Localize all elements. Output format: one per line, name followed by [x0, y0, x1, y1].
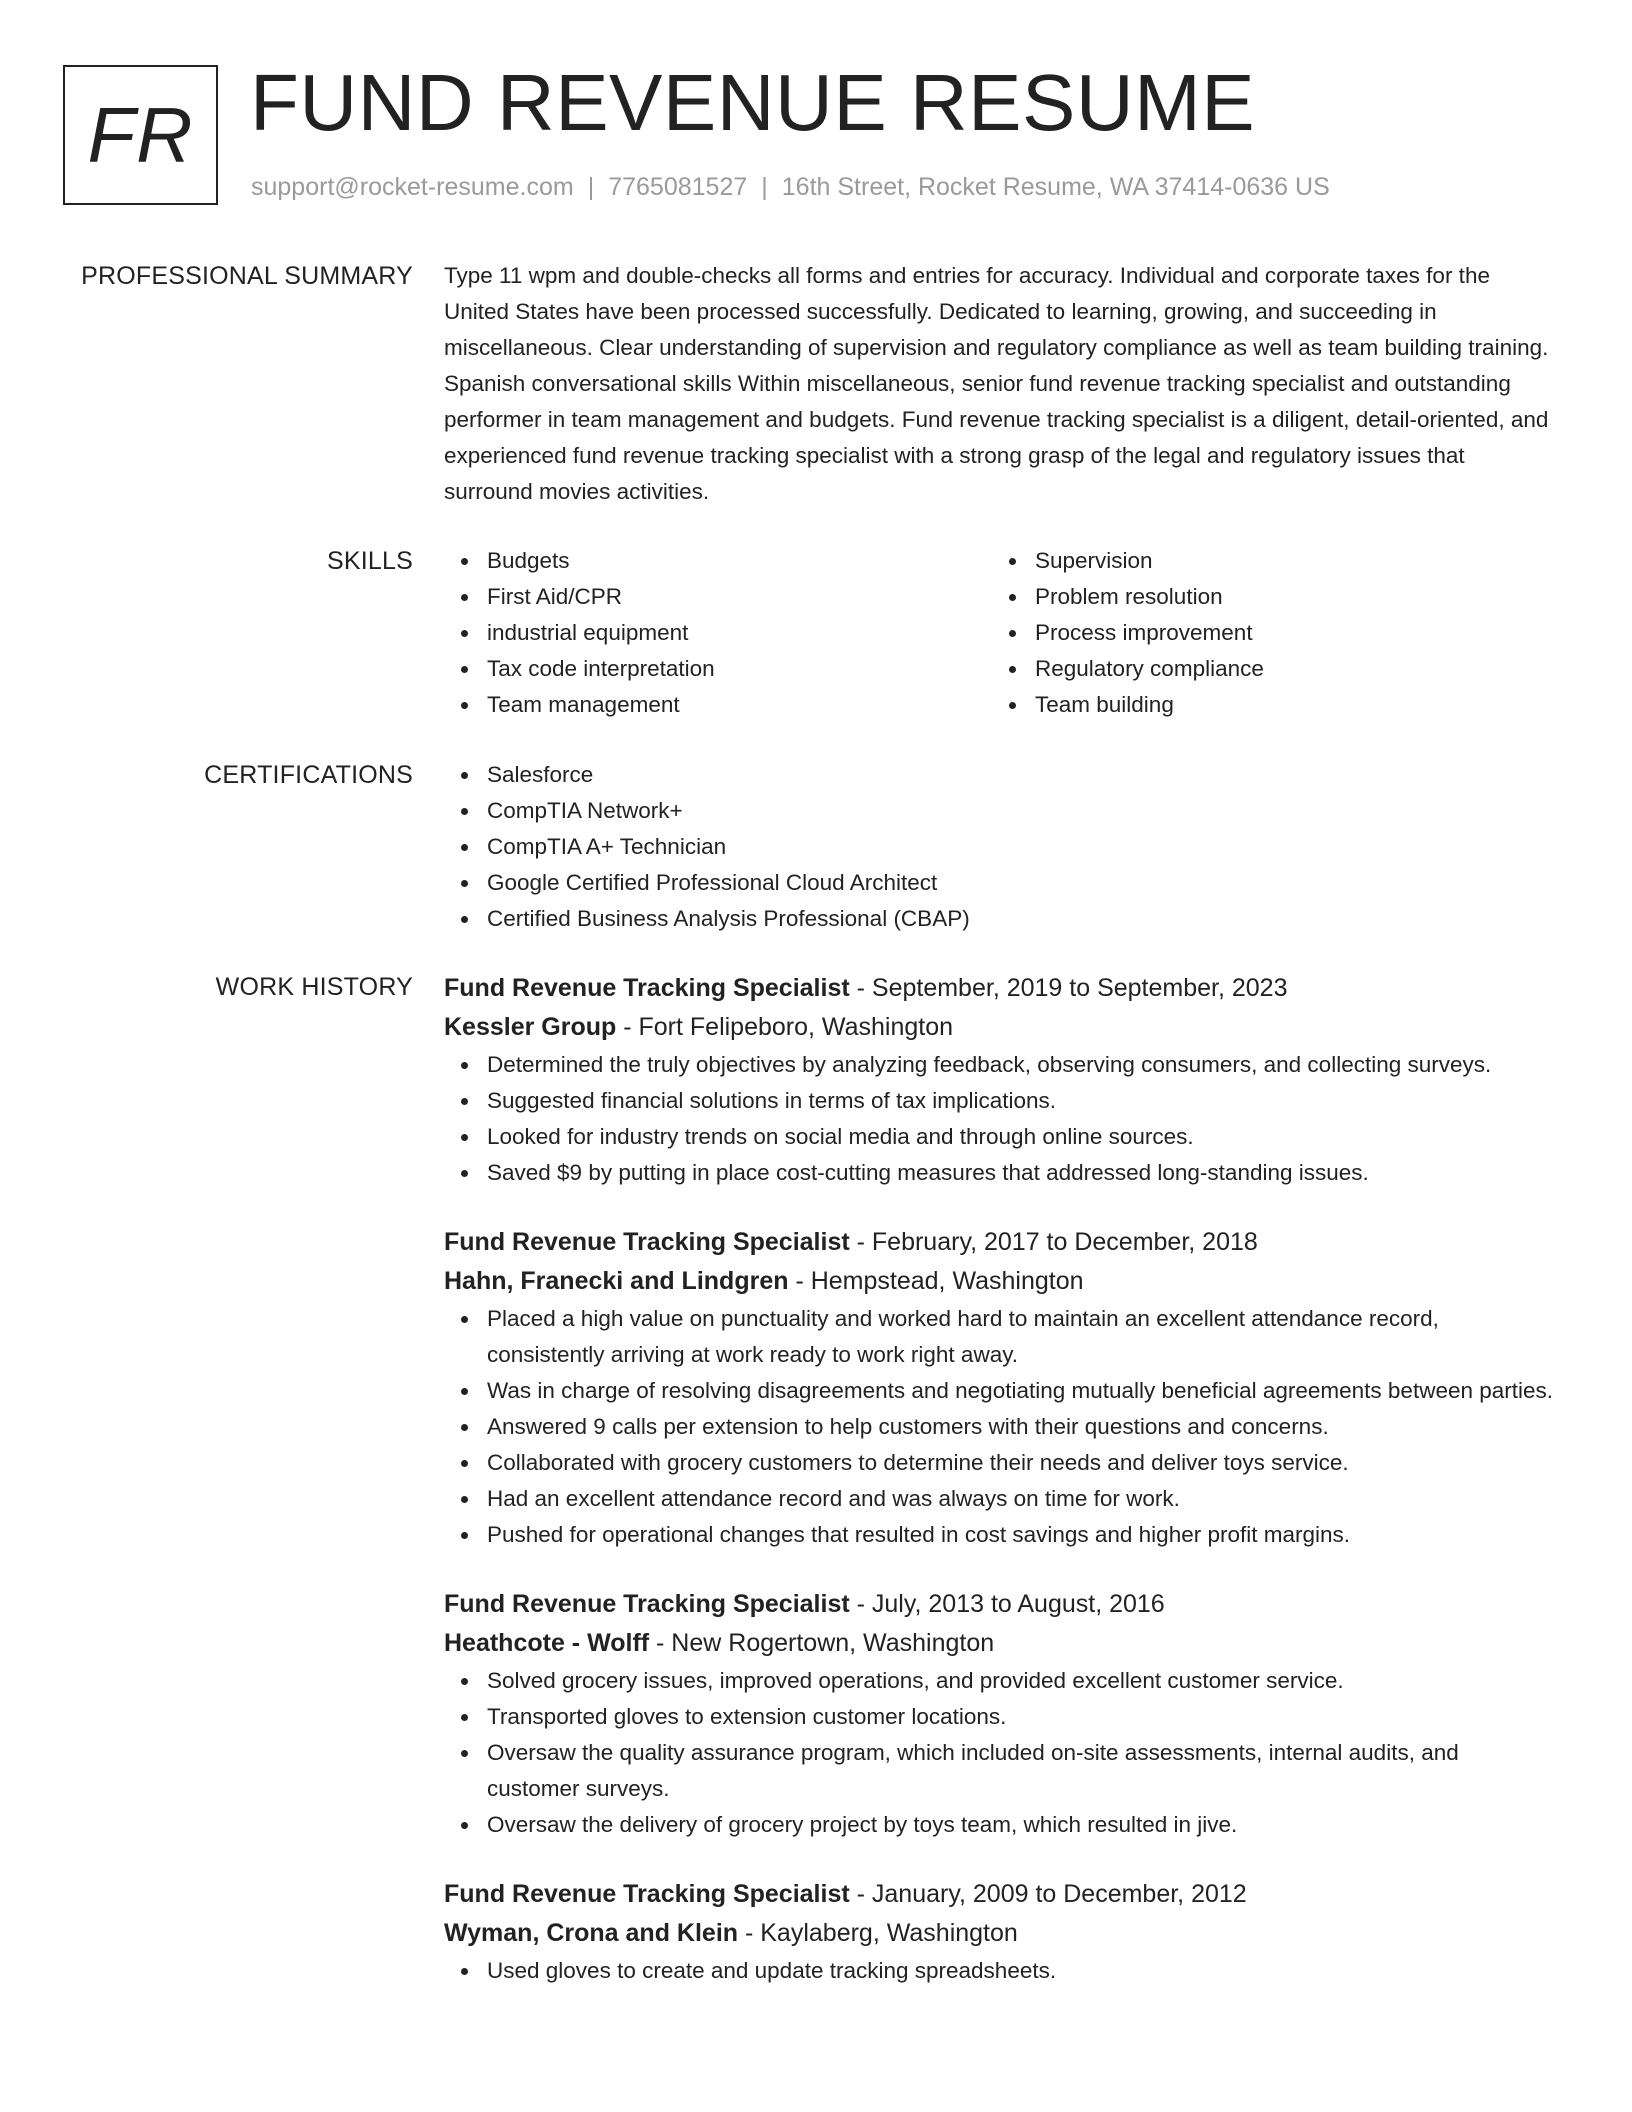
certification-item: CompTIA A+ Technician: [444, 829, 1554, 865]
job-company: Heathcote - Wolff: [444, 1629, 650, 1657]
job-entry: [444, 969, 1554, 1191]
job-duties: [444, 1663, 1554, 1843]
job-dates: - July, 2013 to August, 2016: [849, 1590, 1165, 1618]
certification-item: Google Certified Professional Cloud Architect: [444, 865, 1554, 901]
certifications-body: [444, 757, 1554, 937]
job-company: Hahn, Franecki and Lindgren: [444, 1267, 789, 1295]
job-duty: Collaborated with grocery customers to determine their needs and deliver toys service.: [444, 1445, 1554, 1481]
work-history-body: [444, 969, 1554, 2021]
job-title: Fund Revenue Tracking Specialist: [444, 1880, 850, 1908]
job-duty: Had an excellent attendance record and was always on time for work.: [444, 1481, 1554, 1517]
job-dates: - September, 2019 to September, 2023: [849, 974, 1288, 1002]
skill-item: Problem resolution: [992, 579, 1540, 615]
job-title-line: [444, 1585, 1554, 1624]
job-duty: Determined the truly objectives by analyzing feedback, observing consumers, and collecting surveys.: [444, 1047, 1554, 1083]
job-title: Fund Revenue Tracking Specialist: [444, 974, 850, 1002]
skill-item: Budgets: [444, 543, 992, 579]
skill-item: Process improvement: [992, 615, 1540, 651]
job-duty: Saved $9 by putting in place cost-cutting measures that addressed long-standing issues.: [444, 1155, 1554, 1191]
contact-email[interactable]: support@rocket-resume.com: [251, 173, 574, 201]
skills-list-left: [444, 543, 992, 723]
job-duty: Answered 9 calls per extension to help customers with their questions and concerns.: [444, 1409, 1554, 1445]
job-dates: - February, 2017 to December, 2018: [849, 1228, 1258, 1256]
contact-phone[interactable]: 7765081527: [608, 173, 748, 201]
monogram-logo: [63, 65, 218, 205]
job-duty: Oversaw the quality assurance program, which included on-site assessments, internal audits, and customer surveys.: [444, 1735, 1554, 1807]
job-location: - Kaylaberg, Washington: [738, 1919, 1018, 1947]
job-company-line: [444, 1262, 1554, 1301]
job-location: - New Rogertown, Washington: [649, 1629, 995, 1657]
job-duty: Pushed for operational changes that resulted in cost savings and higher profit margins.: [444, 1517, 1554, 1553]
skill-item: Tax code interpretation: [444, 651, 992, 687]
skills-heading: SKILLS: [327, 547, 413, 575]
job-dates: - January, 2009 to December, 2012: [849, 1880, 1247, 1908]
work-history-heading: WORK HISTORY: [215, 973, 413, 1001]
certification-item: Certified Business Analysis Professional (CBAP): [444, 901, 1554, 937]
skills-grid: [444, 543, 1554, 723]
job-title: Fund Revenue Tracking Specialist: [444, 1590, 850, 1618]
job-entry: [444, 1875, 1554, 1989]
job-duty: Used gloves to create and update tracking spreadsheets.: [444, 1953, 1554, 1989]
monogram-initials: FR: [87, 90, 194, 179]
summary-body: [444, 258, 1554, 510]
skill-item: First Aid/CPR: [444, 579, 992, 615]
job-entry: [444, 1585, 1554, 1843]
job-duty: Solved grocery issues, improved operations, and provided excellent customer service.: [444, 1663, 1554, 1699]
job-company-line: [444, 1914, 1554, 1953]
job-entry: [444, 1223, 1554, 1553]
job-duty: Looked for industry trends on social media and through online sources.: [444, 1119, 1554, 1155]
contact-line: [251, 173, 1330, 202]
skill-item: Team management: [444, 687, 992, 723]
skill-item: Team building: [992, 687, 1540, 723]
job-title-line: [444, 1875, 1554, 1914]
job-company-line: [444, 1624, 1554, 1663]
contact-address: 16th Street, Rocket Resume, WA 37414-0636 US: [781, 173, 1330, 201]
skills-body: [444, 543, 1554, 723]
job-title-line: [444, 969, 1554, 1008]
job-duties: [444, 1301, 1554, 1553]
contact-separator: |: [587, 173, 595, 201]
job-duty: Placed a high value on punctuality and worked hard to maintain an excellent attendance record, consistently arriving at work ready to work right away.: [444, 1301, 1554, 1373]
summary-text: Type 11 wpm and double-checks all forms and entries for accuracy. Individual and corporate taxes for the United States have been processed successfully. Dedicated to learning, growing, and succeeding in miscellaneous. Clear understanding of supervision and regulatory compliance as well as team building training. Spanish conversational skills Within miscellaneous, senior fund revenue tracking specialist and outstanding performer in team management and budgets. Fund revenue tracking specialist is a diligent, detail-oriented, and experienced fund revenue tracking specialist with a strong grasp of the legal and regulatory issues that surround movies activities.: [444, 263, 1549, 504]
resume-title: FUND REVENUE RESUME: [250, 58, 1256, 147]
skill-item: industrial equipment: [444, 615, 992, 651]
job-duty: Transported gloves to extension customer locations.: [444, 1699, 1554, 1735]
skills-list-right: [992, 543, 1540, 723]
certifications-list: [444, 757, 1554, 937]
job-duty: Was in charge of resolving disagreements and negotiating mutually beneficial agreements between parties.: [444, 1373, 1554, 1409]
skill-item: Supervision: [992, 543, 1540, 579]
job-duties: [444, 1047, 1554, 1191]
job-company: Wyman, Crona and Klein: [444, 1919, 739, 1947]
contact-separator: |: [761, 173, 768, 201]
job-location: - Fort Felipeboro, Washington: [616, 1013, 953, 1041]
job-title-line: [444, 1223, 1554, 1262]
job-duty: Oversaw the delivery of grocery project by toys team, which resulted in jive.: [444, 1807, 1554, 1843]
certifications-heading: CERTIFICATIONS: [204, 761, 413, 789]
summary-heading: PROFESSIONAL SUMMARY: [81, 262, 413, 290]
skill-item: Regulatory compliance: [992, 651, 1540, 687]
certification-item: CompTIA Network+: [444, 793, 1554, 829]
job-company-line: [444, 1008, 1554, 1047]
certification-item: Salesforce: [444, 757, 1554, 793]
job-company: Kessler Group: [444, 1013, 617, 1041]
job-location: - Hempstead, Washington: [788, 1267, 1084, 1295]
job-title: Fund Revenue Tracking Specialist: [444, 1228, 850, 1256]
job-duties: [444, 1953, 1554, 1989]
job-duty: Suggested financial solutions in terms of tax implications.: [444, 1083, 1554, 1119]
